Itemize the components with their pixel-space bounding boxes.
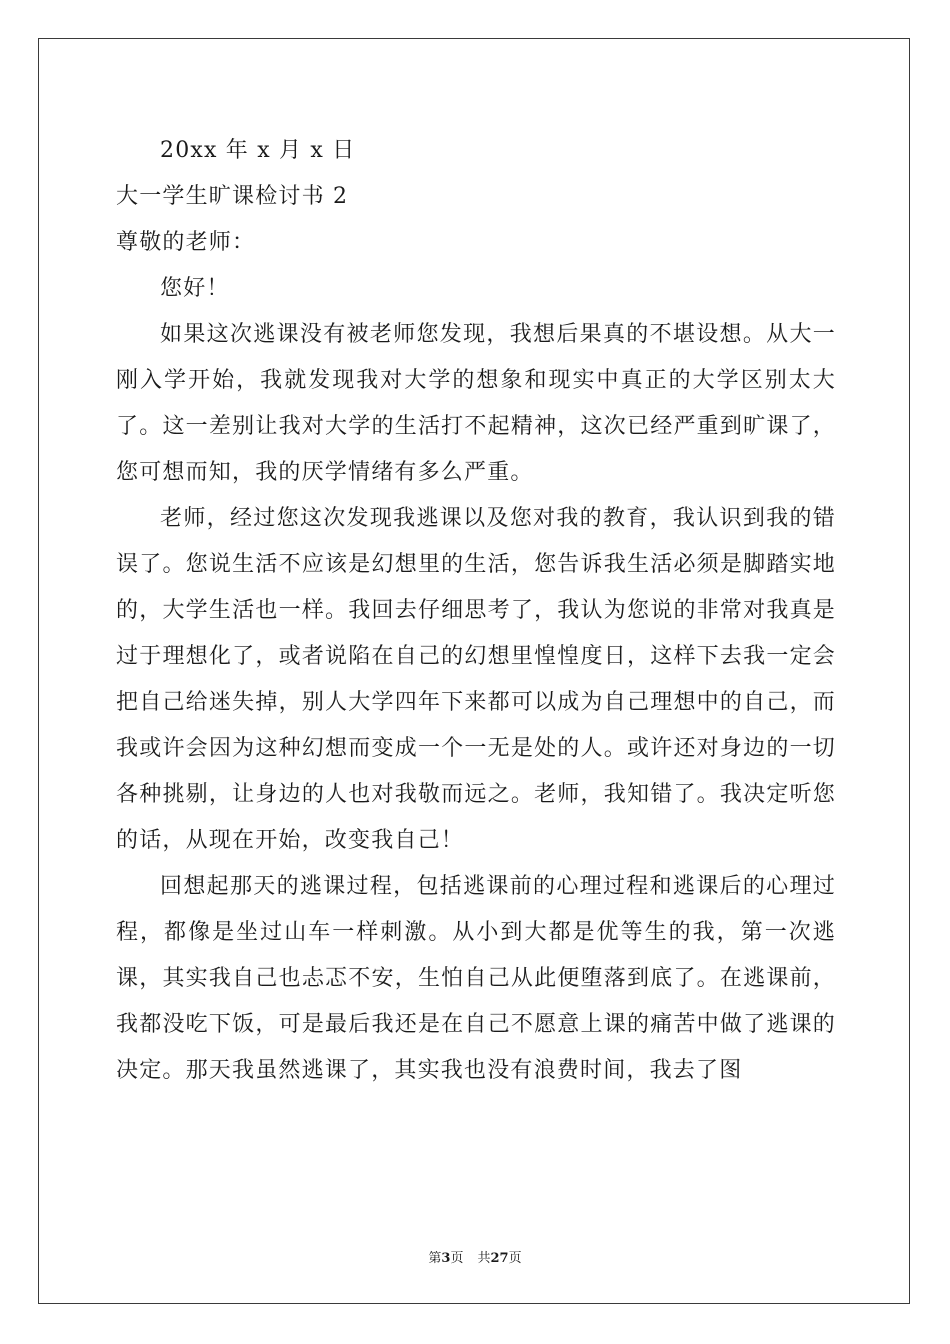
document-body: [116, 128, 836, 1094]
paragraph-3: 回想起那天的逃课过程，包括逃课前的心理过程和逃课后的心理过程，都像是坐过山车一样刺激。从小到大都是优等生的我，第一次逃课，其实我自己也忐忑不安，生怕自己从此便堕落到底了。在逃课前，我都没吃下饭，可是最后我还是在自己不愿意上课的痛苦中做了逃课的决定。那天我虽然逃课了，其实我也没有浪费时间，我去了图: [116, 874, 836, 1083]
page-suffix: 页: [450, 1251, 464, 1266]
salutation: 尊敬的老师：: [116, 230, 256, 255]
page-prefix: 第: [428, 1251, 442, 1266]
total-prefix: 共: [477, 1251, 491, 1266]
paragraph-2: 老师，经过您这次发现我逃课以及您对我的教育，我认识到我的错误了。您说生活不应该是幻想里的生活，您告诉我生活必须是脚踏实地的，大学生活也一样。我回去仔细思考了，我认为您说的非常对我真是过于理想化了，或者说陷在自己的幻想里惶惶度日，这样下去我一定会把自己给迷失掉，别人大学四年下来都可以成为自己理想中的自己，而我或许会因为这种幻想而变成一个一无是处的人。或许还对身边的一切各种挑剔，让身边的人也对我敬而远之。老师，我知错了。我决定听您的话，从现在开始，改变我自己！: [116, 506, 836, 853]
page-number: 3: [441, 1251, 451, 1266]
greeting: 您好！: [160, 276, 230, 301]
date-line: 20xx 年 x 月 x 日: [160, 138, 356, 163]
document-title: 大一学生旷课检讨书 2: [116, 184, 349, 209]
total-pages: 27: [490, 1251, 509, 1266]
page-footer: [0, 1247, 950, 1266]
total-suffix: 页: [508, 1251, 522, 1266]
paragraph-1: 如果这次逃课没有被老师您发现，我想后果真的不堪设想。从大一刚入学开始，我就发现我对大学的想象和现实中真正的大学区别太大了。这一差别让我对大学的生活打不起精神，这次已经严重到旷课了，您可想而知，我的厌学情绪有多么严重。: [116, 322, 836, 485]
